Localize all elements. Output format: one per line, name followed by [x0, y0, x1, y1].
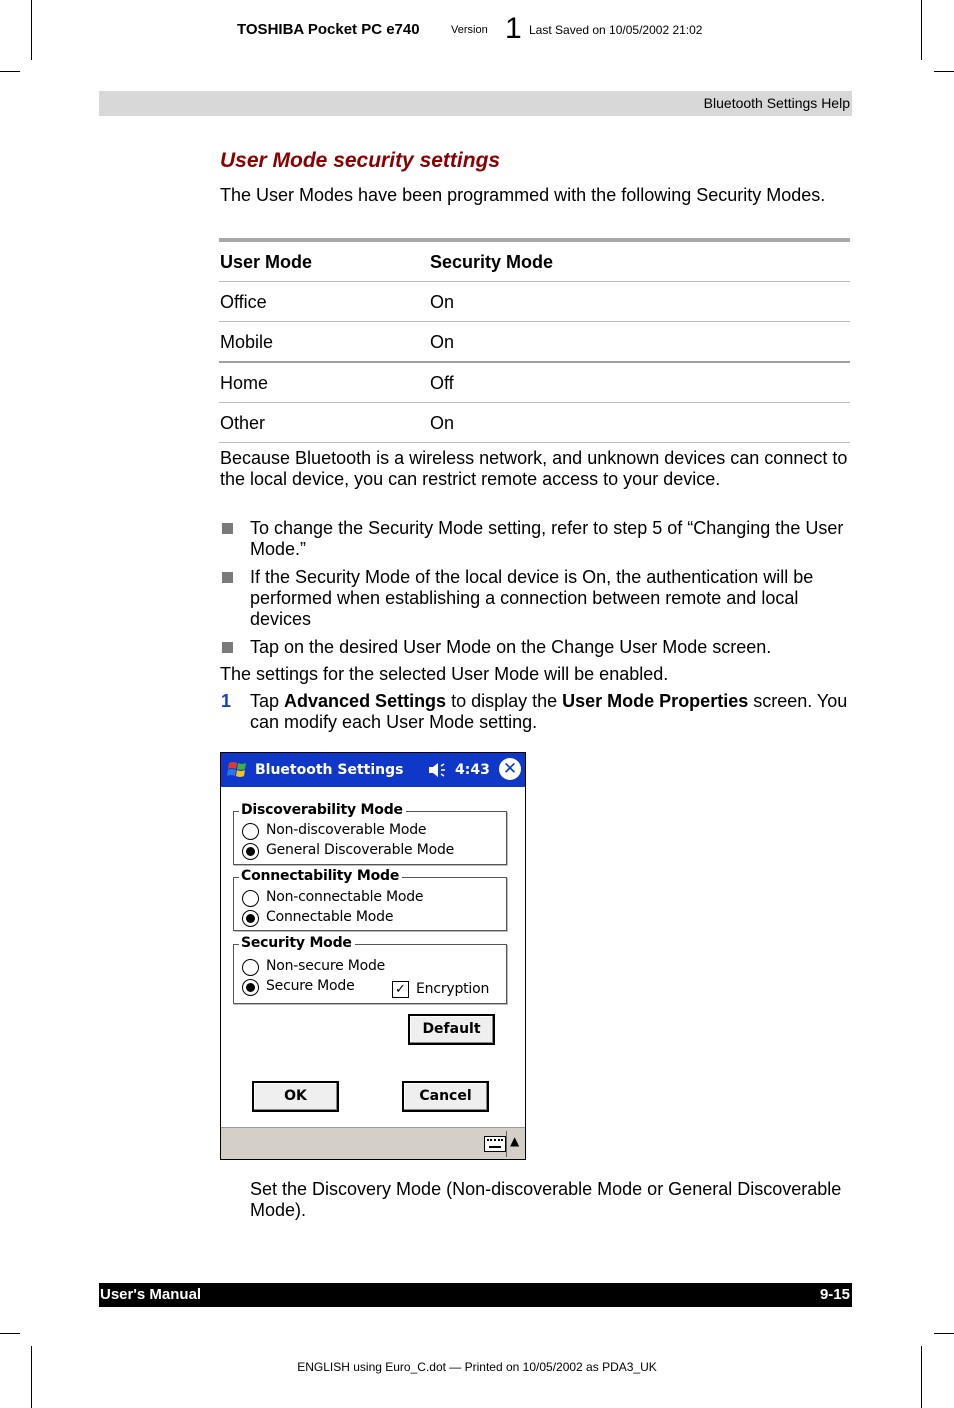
radio-non-connectable[interactable] — [242, 890, 259, 907]
user-mode-table — [219, 238, 850, 443]
table-row — [219, 322, 850, 363]
bullet-text: To change the Security Mode setting, refer to step 5 of “Changing the User Mode.” — [250, 518, 844, 559]
step-text-part: screen. You can modify each User Mode setting. — [250, 691, 848, 732]
table-cell: Home — [220, 373, 269, 393]
table-cell: Office — [220, 292, 267, 312]
encryption-label: Encryption — [416, 981, 490, 997]
bluetooth-settings-screenshot — [220, 752, 526, 1160]
connectability-mode-group — [233, 868, 507, 931]
bullet-text: If the Security Mode of the local device is On, the authentication will be performed when establishing a connection between remote and local devices — [250, 567, 814, 629]
radio-non-secure[interactable] — [242, 959, 259, 976]
table-header-row — [219, 242, 850, 282]
bullet-square-icon — [222, 642, 233, 653]
windows-flag-icon[interactable] — [225, 757, 251, 783]
default-button[interactable]: Default — [408, 1014, 495, 1045]
radio-label: Secure Mode — [266, 978, 355, 994]
radio-secure[interactable] — [242, 979, 259, 996]
product-title: TOSHIBA Pocket PC e740 — [237, 21, 420, 38]
up-arrow-icon[interactable]: ▲ — [510, 1134, 520, 1148]
last-saved: Last Saved on 10/05/2002 21:02 — [529, 23, 703, 37]
table-row — [219, 282, 850, 322]
cancel-button[interactable]: Cancel — [402, 1081, 489, 1112]
security-mode-group — [233, 935, 507, 1004]
wireless-paragraph: Because Bluetooth is a wireless network, and unknown devices can connect to the local device, you can restrict remote access to your device. — [220, 448, 848, 489]
version-number: 1 — [505, 12, 522, 45]
step-text-part: to display the — [446, 691, 563, 711]
crop-mark — [934, 71, 954, 72]
radio-connectable[interactable] — [242, 910, 259, 927]
radio-label: Non-discoverable Mode — [266, 822, 427, 838]
table-cell: Mobile — [220, 332, 274, 352]
radio-label: Non-connectable Mode — [266, 889, 424, 905]
version-label: Version — [451, 24, 488, 36]
clock-time[interactable]: 4:43 — [455, 762, 490, 778]
table-row — [219, 363, 850, 403]
table-cell: Other — [220, 413, 266, 433]
crop-mark — [31, 1346, 32, 1408]
radio-label: Connectable Mode — [266, 909, 394, 925]
step-number: 1 — [221, 691, 232, 711]
ok-button[interactable]: OK — [252, 1081, 339, 1112]
step-bold-advanced-settings: Advanced Settings — [284, 691, 447, 711]
group-legend: Connectability Mode — [239, 868, 402, 884]
close-icon[interactable]: ✕ — [499, 758, 521, 780]
speaker-icon[interactable] — [427, 761, 449, 779]
crop-mark — [0, 1333, 20, 1334]
crop-mark — [0, 71, 20, 72]
footer-bar — [99, 1283, 852, 1307]
page-header — [0, 12, 954, 45]
table-header-cell: User Mode — [220, 252, 313, 272]
discovery-paragraph: Set the Discovery Mode (Non-discoverable Mode or General Discoverable Mode). — [250, 1179, 842, 1220]
step-bold-user-mode-properties: User Mode Properties — [562, 691, 749, 711]
encryption-checkbox[interactable]: ✓ — [392, 981, 409, 998]
intro-paragraph: The User Modes have been programmed with the following Security Modes. — [220, 185, 826, 205]
radio-label: General Discoverable Mode — [266, 842, 455, 858]
radio-general-discoverable[interactable] — [242, 843, 259, 860]
discoverability-mode-group — [233, 802, 507, 865]
group-legend: Security Mode — [239, 935, 355, 951]
app-title: Bluetooth Settings — [255, 762, 404, 778]
command-bar — [221, 1127, 525, 1160]
section-bar — [99, 91, 852, 116]
bullet-square-icon — [222, 523, 233, 534]
section-heading: User Mode security settings — [220, 149, 501, 172]
page-number: 9-15 — [819, 1286, 850, 1303]
title-bar — [221, 753, 525, 787]
radio-non-discoverable[interactable] — [242, 823, 259, 840]
section-label: Bluetooth Settings Help — [703, 95, 850, 111]
table-cell: Off — [430, 373, 454, 393]
step-text-part: Tap — [250, 691, 285, 711]
crop-mark — [934, 1333, 954, 1334]
group-legend: Discoverability Mode — [239, 802, 406, 818]
divider — [506, 1131, 507, 1157]
bullet-square-icon — [222, 572, 233, 583]
table-cell: On — [430, 332, 455, 352]
keyboard-icon[interactable] — [484, 1136, 506, 1152]
step-text — [250, 691, 850, 733]
print-footer: ENGLISH using Euro_C.dot — Printed on 10/05/2002 as PDA3_UK — [297, 1360, 657, 1374]
bullet-text: Tap on the desired User Mode on the Change User Mode screen. — [250, 637, 772, 657]
table-row — [219, 403, 850, 443]
settings-paragraph: The settings for the selected User Mode will be enabled. — [220, 664, 669, 684]
table-cell: On — [430, 292, 455, 312]
radio-label: Non-secure Mode — [266, 958, 386, 974]
table-cell: On — [430, 413, 455, 433]
crop-mark — [921, 1346, 922, 1408]
manual-label: User's Manual — [100, 1286, 202, 1303]
table-header-cell: Security Mode — [430, 252, 554, 272]
